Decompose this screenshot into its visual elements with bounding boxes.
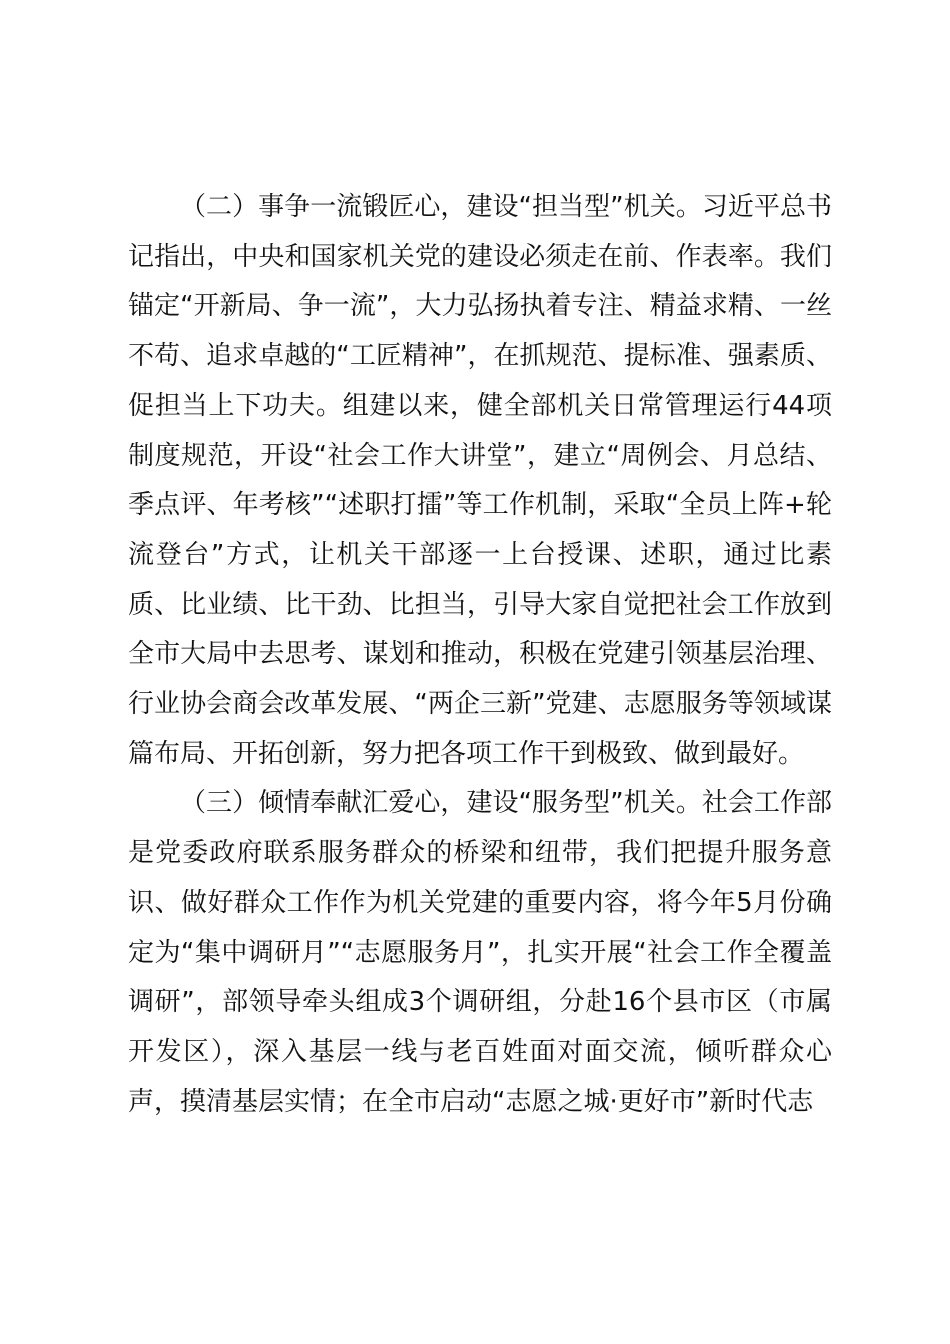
document-body (128, 183, 832, 1127)
paragraph-section-3: （三）倾情奉献汇爱心，建设“服务型”机关。社会工作部是党委政府联系服务群众的桥梁和纽带，我们把提升服务意识、做好群众工作作为机关党建的重要内容，将今年5月份确定为“集中调研月”“志愿服务月”，扎实开展“社会工作全覆盖调研”，部领导牵头组成3个调研组，分赴16个县市区（市属开发区），深入基层一线与老百姓面对面交流，倾听群众心声，摸清基层实情；在全市启动“志愿之城·更好市”新时代志 (128, 788, 832, 1117)
paragraph-section-2: （二）事争一流锻匠心，建设“担当型”机关。习近平总书记指出，中央和国家机关党的建设必须走在前、作表率。我们锚定“开新局、争一流”，大力弘扬执着专注、精益求精、一丝不苟、追求卓越的“工匠精神”，在抓规范、提标准、强素质、促担当上下功夫。组建以来，健全部机关日常管理运行44项制度规范，开设“社会工作大讲堂”，建立“周例会、月总结、季点评、年考核”“述职打擂”等工作机制，采取“全员上阵+轮流登台”方式，让机关干部逐一上台授课、述职，通过比素质、比业绩、比干劲、比担当，引导大家自觉把社会工作放到全市大局中去思考、谋划和推动，积极在党建引领基层治理、行业协会商会改革发展、“两企三新”党建、志愿服务等领域谋篇布局、开拓创新，努力把各项工作干到极致、做到最好。 (128, 192, 832, 769)
